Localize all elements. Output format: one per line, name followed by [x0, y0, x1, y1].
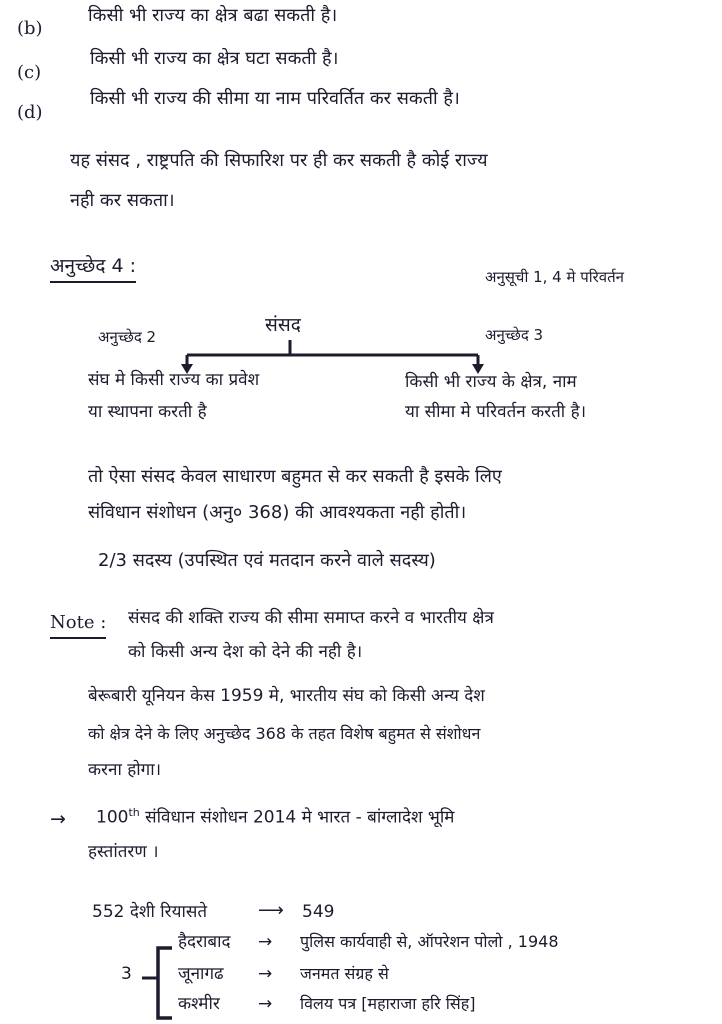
diagram-right-text: किसी भी राज्य के क्षेत्र, नाम	[405, 372, 577, 392]
arrow-icon: →	[50, 808, 66, 830]
state-detail: विलय पत्र [महाराजा हरि सिंह]	[300, 994, 476, 1013]
schedule-note: अनुसूची 1, 4 मे परिवर्तन	[485, 268, 624, 286]
article-heading: अनुच्छेद 4 :	[50, 255, 136, 283]
arrow-icon: →	[258, 994, 273, 1014]
paragraph-line: को क्षेत्र देने के लिए अनुच्छेद 368 के तहत विशेष बहुमत से संशोधन	[88, 724, 481, 743]
arrow-icon: →	[258, 932, 273, 952]
paragraph-line: तो ऐसा संसद केवल साधारण बहुमत से कर सकती है इसके लिए	[88, 466, 502, 487]
state-detail: पुलिस कार्यवाही से, ऑपरेशन पोलो , 1948	[300, 932, 559, 951]
states-count: 3	[121, 964, 132, 984]
paragraph-line: संविधान संशोधन (अनु० 368) की आवश्यकता नही होती।	[88, 502, 467, 523]
arrow-icon: ⟶	[258, 900, 284, 921]
option-text-c: किसी भी राज्य का क्षेत्र घटा सकती है।	[90, 48, 339, 69]
paragraph-line: नही कर सकता।	[70, 190, 175, 211]
bracket-line	[158, 948, 172, 1018]
state-name: हैदराबाद	[178, 932, 231, 952]
amendment-text: संविधान संशोधन 2014 मे भारत - बांग्लादेश भूमि	[139, 807, 455, 828]
note-label: Note :	[50, 612, 106, 639]
princely-states-text: 552 देशी रियासते	[92, 902, 208, 922]
amendment-ordinal: 100	[96, 807, 129, 828]
paragraph-line: करना होगा।	[88, 760, 162, 780]
option-label-c: (c)	[17, 62, 42, 83]
option-label-b: (b)	[17, 18, 43, 39]
amendment-line-2: हस्तांतरण ।	[88, 842, 159, 862]
paragraph-line: यह संसद , राष्ट्रपति की सिफारिश पर ही कर सकती है कोई राज्य	[70, 150, 488, 171]
state-detail: जनमत संग्रह से	[300, 964, 389, 983]
option-text-b: किसी भी राज्य का क्षेत्र बढा सकती है।	[88, 5, 338, 26]
diagram-left-text: या स्थापना करती है	[88, 402, 207, 422]
note-line: संसद की शक्ति राज्य की सीमा समाप्त करने व भारतीय क्षेत्र	[128, 608, 494, 628]
diagram-left-text: संघ मे किसी राज्य का प्रवेश	[88, 370, 260, 390]
paragraph-line: 2/3 सदस्य (उपस्थित एवं मतदान करने वाले सदस्य)	[98, 550, 436, 571]
state-name: कश्मीर	[178, 994, 220, 1014]
note-line: को किसी अन्य देश को देने की नही है।	[128, 642, 363, 662]
option-label-d: (d)	[17, 102, 43, 123]
diagram-right-text: या सीमा मे परिवर्तन करती है।	[405, 402, 587, 422]
amendment-ordinal-suffix: th	[128, 806, 140, 819]
option-text-d: किसी भी राज्य की सीमा या नाम परिवर्तित कर सकती है।	[90, 88, 460, 109]
arrow-icon: →	[258, 964, 273, 984]
paragraph-line: बेरूबारी यूनियन केस 1959 मे, भारतीय संघ को किसी अन्य देश	[88, 686, 485, 706]
princely-states-value: 549	[302, 902, 335, 922]
diagram-center-label: संसद	[265, 314, 301, 336]
diagram-right-article: अनुच्छेद 3	[485, 326, 544, 344]
state-name: जूनागढ	[178, 964, 224, 984]
diagram-left-article: अनुच्छेद 2	[98, 328, 157, 346]
